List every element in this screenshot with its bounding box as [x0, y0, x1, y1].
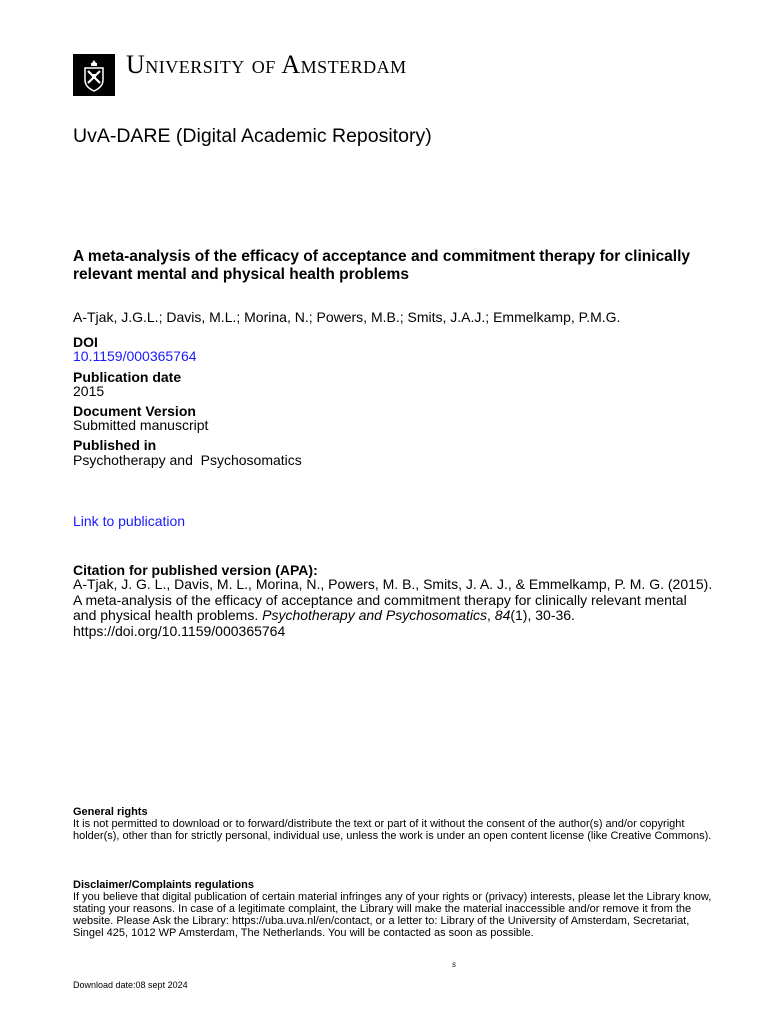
- page-mark: s: [452, 960, 456, 969]
- download-date: Download date:08 sept 2024: [73, 980, 188, 990]
- paper-title: A meta-analysis of the efficacy of acceptance and commitment therapy for clinically relevant mental and physical health problems: [73, 248, 691, 283]
- publication-date-value: 2015: [73, 383, 105, 399]
- link-to-publication[interactable]: Link to publication: [73, 513, 186, 529]
- document-version-value: Submitted manuscript: [73, 417, 209, 433]
- citation-text-before: A-Tjak, J. G. L., Davis, M. L., Morina, N., Powers, M. B., Smits, J. A. J., & Emmelkamp, P. M. G. (2015). A meta-analysis of the efficacy of acceptance and commitment therapy for clinically relevant mental and physical health problems.: [73, 576, 713, 623]
- document-version-label: Document Version: [73, 403, 196, 419]
- published-in-label: Published in: [73, 437, 157, 453]
- disclaimer-heading: Disclaimer/Complaints regulations: [73, 879, 254, 891]
- citation-heading: Citation for published version (APA):: [73, 562, 318, 578]
- publication-date-label: Publication date: [73, 369, 182, 385]
- citation-comma: ,: [487, 607, 495, 623]
- authors: A-Tjak, J.G.L.; Davis, M.L.; Morina, N.; Powers, M.B.; Smits, J.A.J.; Emmelkamp, P.M.G.: [73, 309, 621, 325]
- general-rights-heading: General rights: [73, 806, 148, 818]
- citation-text-after: (1), 30-36. https://doi.org/10.1159/000365764: [73, 607, 575, 639]
- general-rights-body: It is not permitted to download or to forward/distribute the text or part of it without the consent of the author(s) and/or copyright holder(s), other than for strictly personal, individual use, unless the work is under an open content license (like Creative Commons).: [73, 818, 712, 842]
- uva-crest-icon: [73, 54, 115, 96]
- university-name-text: University of Amsterdam: [126, 50, 407, 79]
- citation-volume: 84: [494, 607, 511, 623]
- published-in-value: Psychotherapy and Psychosomatics: [73, 452, 302, 468]
- doi-link[interactable]: 10.1159/000365764: [73, 348, 197, 364]
- repository-title: UvA-DARE (Digital Academic Repository): [73, 125, 432, 147]
- doi-label: DOI: [73, 334, 98, 350]
- disclaimer-body: If you believe that digital publication of certain material infringes any of your rights or (privacy) interests, please let the Library know, stating your reasons. In case of a legitimate complaint, the Library will make the material inaccessible and/or remove it from the website. Please Ask the Library: https://uba.uva.nl/en/contact, or a letter to: Library of the University of Amsterdam, Secretariat, Singel 425, 1012 WP Amsterdam, The Netherlands. You will be contacted as soon as possible.: [73, 891, 712, 939]
- university-name: [126, 52, 407, 78]
- citation-journal: Psychotherapy and Psychosomatics: [262, 607, 487, 623]
- citation-text: [73, 577, 713, 639]
